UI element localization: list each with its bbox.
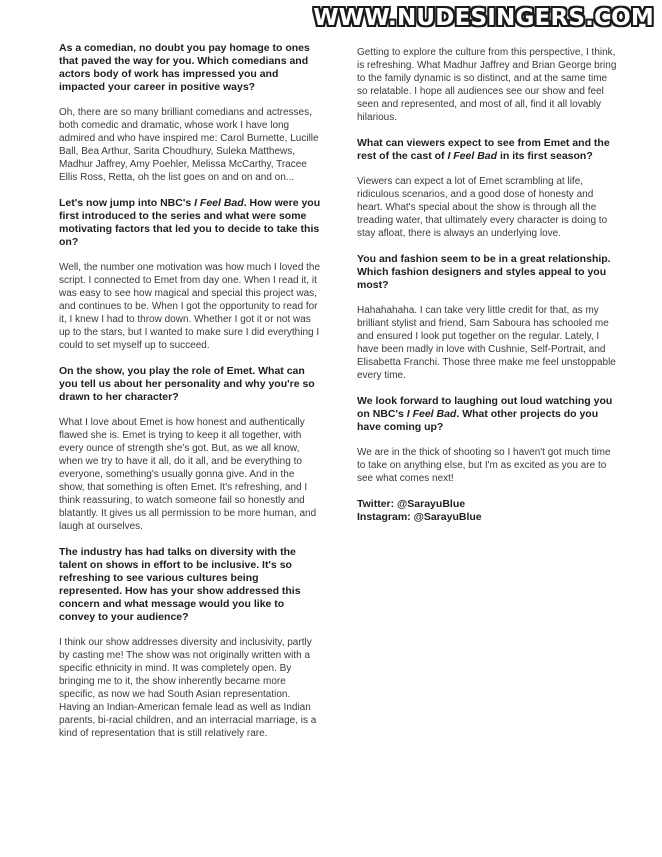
answer-diversity-continued: Getting to explore the culture from this perspective, I think, is refreshing. What Madhur Jaffrey and Brian George bring to the family dynamic is so distinct, and at the same time so relatable. I hope all audiences see our show and feel seen and represented, and most of all, find it all lovably hilarious. xyxy=(357,47,617,123)
answer-nbc-series: Well, the number one motivation was how much I loved the script. I connected to Emet from day one. When I read it, it was easy to see how magical and special this project was, and continues to be. When I got the opportunity to read for it, I knew I had to throw down. Whether I got it or not was up to the stars, but I wanted to make sure I did everything I could to set myself up to succeed. xyxy=(59,262,321,351)
question-diversity: The industry has had talks on diversity with the talent on shows in effort to be inclusive. It's so refreshing to see various cultures being represented. How has your show addressed this concern and what message would you like to convey to your audience? xyxy=(59,546,301,623)
instagram-handle: Instagram: @SarayuBlue xyxy=(357,511,482,523)
show-title: I Feel Bad xyxy=(447,150,498,162)
answer-emet-role: What I love about Emet is how honest and authentically flawed she is. Emet is trying to keep it all together, with every ounce of strength she's got. But, as we all know, when we try to have it all, do it all, and be everything to everyone, something's usually gonna give. And in the show, that something is often Emet. It's refreshing, and I think reassuring, to watch someone fail so honestly and blatantly. It gives us all permission to be more human, and laugh at ourselves. xyxy=(59,417,317,532)
question-text: in its first season? xyxy=(497,150,593,162)
question-nbc-series xyxy=(59,197,321,249)
right-column xyxy=(357,46,619,524)
show-title: I Feel Bad xyxy=(406,408,457,420)
twitter-handle: Twitter: @SarayuBlue xyxy=(357,498,466,510)
question-text: Let's now jump into NBC's xyxy=(59,197,195,209)
show-title: I Feel Bad xyxy=(194,197,244,209)
answer-fashion: Hahahahaha. I can take very little credit for that, as my brilliant stylist and friend, Sam Saboura has schooled me and ensured I look put together on the regular. Lately, I have been madly in love with Cushnie, Self-Portrait, and Elisabetta Franchi. Those three make me feel unstoppable every time. xyxy=(357,305,616,381)
question-emet-role: On the show, you play the role of Emet. What can you tell us about her personality and why you're so drawn to her character? xyxy=(59,365,315,403)
question-comedians: As a comedian, no doubt you pay homage to ones that paved the way for you. Which comedians and actors body of work has impressed you and impacted your career in positive ways? xyxy=(59,42,310,93)
answer-comedians: Oh, there are so many brilliant comedians and actresses, both comedic and dramatic, whose work I have long admired and who have inspired me: Carol Burnette, Lucille Ball, Bea Arthur, Sarita Choudhury, Suleka Matthews, Madhur Jaffrey, Amy Poehler, Melissa McCarthy, Tracee Ellis Ross, Retta, oh the list goes on and on and on... xyxy=(59,107,319,183)
question-fashion: You and fashion seem to be in a great relationship. Which fashion designers and styles appeal to you most? xyxy=(357,253,611,291)
question-text: We look forward to laughing out loud watching you on NBC's xyxy=(357,395,613,420)
left-column xyxy=(59,42,321,753)
answer-diversity: I think our show addresses diversity and inclusivity, partly by casting me! The show was not originally written with a specific ethnicity in mind. It was completely open. By bringing me to it, the show inherently became more specific, as now we had South Asian representation. Having an Indian-American female lead as well as Indian parents, bi-racial children, and an interracial marriage, is a kind of representation that is still relatively rare. xyxy=(59,637,317,739)
question-text: . How were you first introduced to the series and what were some motivating factors that led you to decide to take this on? xyxy=(59,197,321,248)
question-viewers-expect xyxy=(357,137,619,163)
answer-upcoming-projects: We are in the thick of shooting so I haven't got much time to take on anything else, but I'm as excited as you are to see what comes next! xyxy=(357,447,611,484)
answer-viewers-expect: Viewers can expect a lot of Emet scrambling at life, ridiculous scenarios, and a good dose of honesty and heart. What's special about the show is through all the treading water, that ultimately every character is doing to stay afloat, there is always an underlying love. xyxy=(357,176,608,239)
question-upcoming-projects xyxy=(357,395,619,434)
question-text: . What other projects do you have coming up? xyxy=(357,408,599,433)
watermark-text: WWW.NUDESINGERS.COM xyxy=(313,5,654,31)
question-text: What can viewers expect to see from Emet and the rest of the cast of xyxy=(357,137,610,162)
